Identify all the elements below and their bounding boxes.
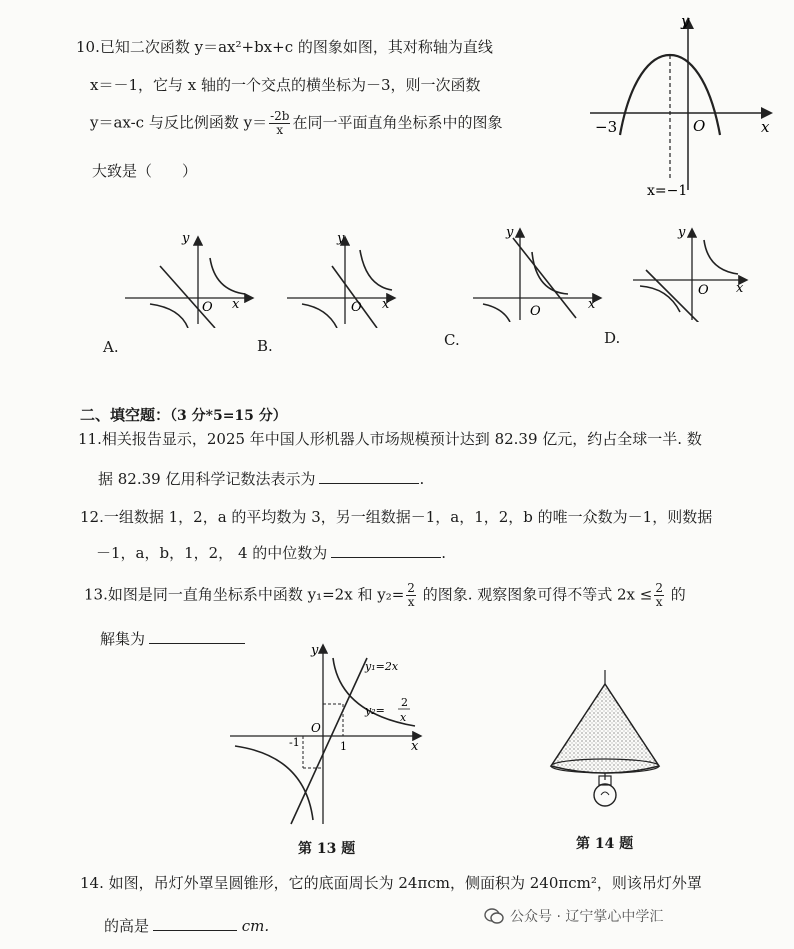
q10-y-label: y <box>681 12 690 30</box>
q13-line-y1 <box>291 658 367 824</box>
q12-answer-blank[interactable] <box>331 543 441 558</box>
option-a-o: O <box>202 300 213 315</box>
section2-score: （3 分*5=15 分） <box>170 408 287 424</box>
q14-lamp-figure <box>545 668 665 818</box>
option-d-o: O <box>698 283 709 298</box>
option-b-x: x <box>382 297 390 312</box>
q10-fraction <box>269 110 290 137</box>
option-d-x: x <box>736 281 744 296</box>
q10-fraction-num: -2b <box>270 109 290 123</box>
q13-line1-b: 的图象. 观察图象可得不等式 2x ≤ <box>417 585 653 604</box>
option-b-label[interactable]: B. <box>257 337 273 355</box>
q10-line4: 大致是（ ） <box>92 162 198 180</box>
watermark-text: 公众号 · 辽宁掌心中学汇 <box>510 909 664 925</box>
q13-line1-a: 13.如图是同一直角坐标系中函数 y₁=2x 和 y₂= <box>84 585 405 604</box>
q13-y-label: y <box>311 643 319 658</box>
q11-line2 <box>98 468 424 489</box>
q11-line2-text: 据 82.39 亿用科学记数法表示为 <box>98 470 316 488</box>
lamp-cone-shade <box>551 684 659 773</box>
q13-frac2-num: 2 <box>655 581 663 595</box>
q13-line2 <box>100 628 245 649</box>
q13-line2-text: 解集为 <box>100 630 146 648</box>
q10-line1: 10.已知二次函数 y＝ax²+bx+c 的图象如图，其对称轴为直线 <box>76 38 493 56</box>
q10-parabola-graph <box>585 10 785 200</box>
q10-line3 <box>90 110 502 137</box>
q13-hyperbola-q3 <box>235 746 313 820</box>
q10-line3-a: y＝ax-c 与反比例函数 y＝ <box>90 113 268 132</box>
wechat-icon <box>484 907 504 925</box>
q13-frac2-den: x <box>655 595 663 609</box>
option-a-y: y <box>182 231 190 246</box>
q14-caption: 第 14 题 <box>576 836 634 852</box>
option-b-o: O <box>351 300 362 315</box>
option-b-graph <box>282 228 422 328</box>
q11-line2-end: . <box>419 470 425 488</box>
q10-x-label: x <box>761 118 770 136</box>
q10-line2: x＝－1，它与 x 轴的一个交点的横坐标为－3，则一次函数 <box>90 76 481 94</box>
q12-line2-text: －1，a，b，1，2， 4 的中位数为 <box>96 544 328 562</box>
q12-line2-end: . <box>441 544 447 562</box>
option-c-x: x <box>588 297 596 312</box>
q13-label-y2-num: 2 <box>401 696 408 709</box>
q14-line2-text: 的高是 <box>104 917 150 935</box>
q13-x-label: x <box>411 739 419 754</box>
option-b-y: y <box>337 231 345 246</box>
option-c-graph <box>468 222 608 322</box>
section2-heading <box>80 404 287 425</box>
q14-line2-unit: cm. <box>237 917 270 935</box>
q13-label-y1: y₁=2x <box>365 660 399 673</box>
q12-line1: 12.一组数据 1，2，a 的平均数为 3，另一组数据－1，a，1，2，b 的唯一众数为－1，则数据 <box>80 508 713 526</box>
q11-answer-blank[interactable] <box>319 469 419 484</box>
q13-label-y2: y₂= <box>365 704 385 717</box>
q10-origin-label: O <box>693 117 706 135</box>
q12-line2 <box>96 542 446 563</box>
option-a-label[interactable]: A. <box>103 338 119 356</box>
q10-axis-label: x=−1 <box>647 183 688 199</box>
option-a-x: x <box>232 297 240 312</box>
watermark <box>484 906 663 926</box>
q13-caption: 第 13 题 <box>298 841 356 857</box>
q14-answer-blank[interactable] <box>153 916 237 931</box>
q13-line1-c: 的 <box>665 585 686 604</box>
q14-line2 <box>104 915 269 936</box>
q13-origin-label: O <box>311 721 321 735</box>
option-d-y: y <box>678 225 686 240</box>
option-c-y: y <box>506 225 514 240</box>
q11-line1: 11.相关报告显示，2025 年中国人形机器人市场规模预计达到 82.39 亿元，约占全球一半. 数 <box>78 430 702 448</box>
option-d-graph <box>628 222 758 322</box>
q13-graph <box>225 638 435 828</box>
q10-root-label: −3 <box>595 118 618 136</box>
q13-tick-pos: 1 <box>340 740 347 753</box>
q13-frac1-den: x <box>407 595 415 609</box>
q13-label-y2-den: x <box>400 711 407 724</box>
q13-tick-neg: -1 <box>289 736 300 749</box>
option-c-o: O <box>530 304 541 319</box>
option-c-label[interactable]: C. <box>444 331 460 349</box>
q13-line1 <box>84 582 686 609</box>
q13-frac2 <box>654 582 664 609</box>
q13-frac1-num: 2 <box>407 581 415 595</box>
q10-line3-b: 在同一平面直角坐标系中的图象 <box>292 113 503 132</box>
q14-line1: 14. 如图，吊灯外罩呈圆锥形，它的底面周长为 24πcm，侧面积为 240πcm²，则该吊灯外罩 <box>80 874 702 892</box>
light-bulb-icon <box>594 784 616 806</box>
section2-title: 二、填空题： <box>80 406 171 424</box>
q13-frac1 <box>406 582 416 609</box>
option-d-label[interactable]: D. <box>604 329 621 347</box>
q10-fraction-den: x <box>276 123 284 137</box>
option-a-graph <box>120 228 260 328</box>
